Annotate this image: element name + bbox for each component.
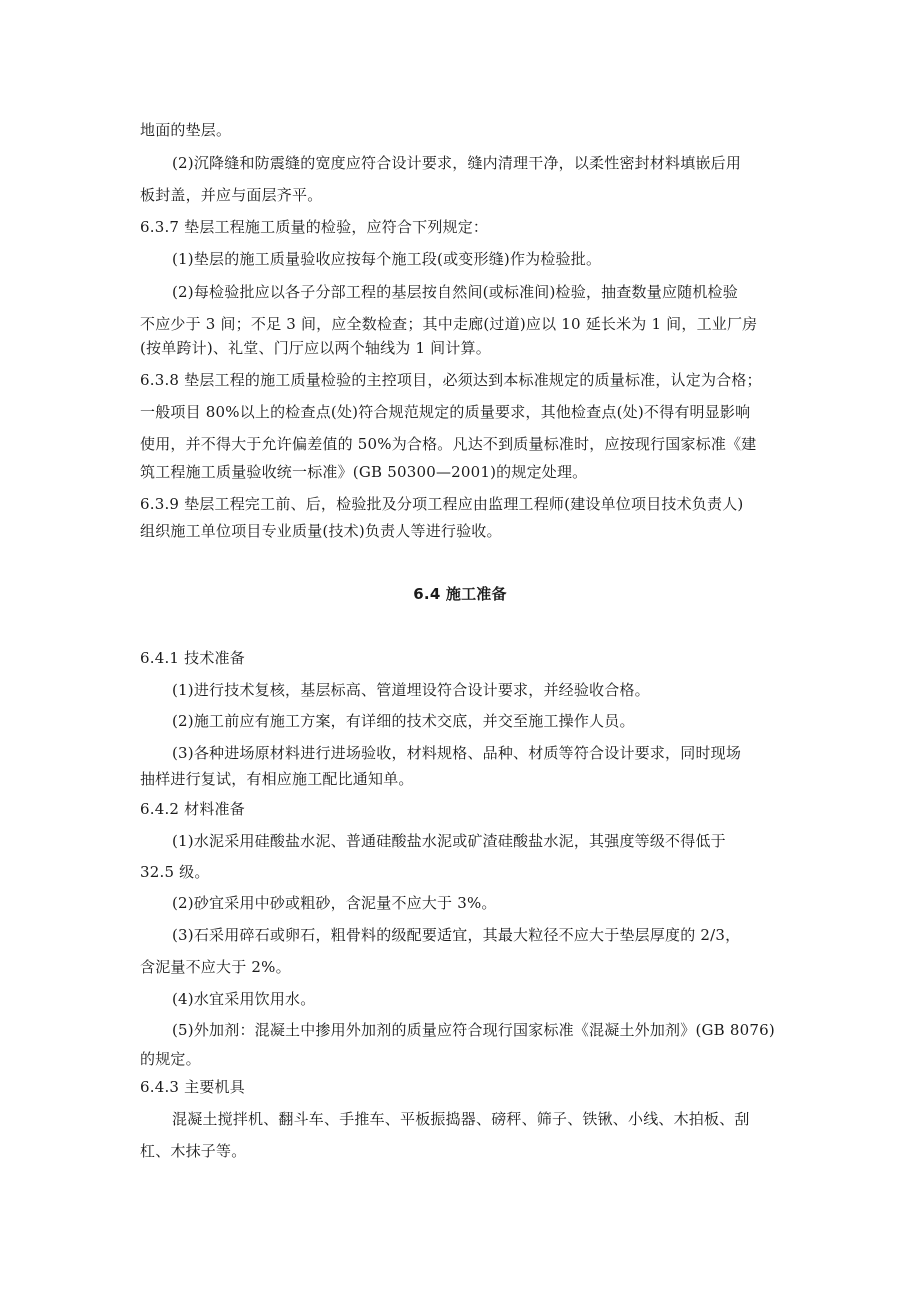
paragraph-line: 含泥量不应大于 2%。 [140,958,291,976]
paragraph-line: 的规定。 [140,1050,201,1068]
paragraph-line: (1)水泥采用硅酸盐水泥、普通硅酸盐水泥或矿渣硅酸盐水泥，其强度等级不得低于 [172,832,726,850]
paragraph-line: (2)施工前应有施工方案，有详细的技术交底，并交至施工操作人员。 [172,712,635,730]
paragraph-line: 筑工程施工质量验收统一标准》(GB 50300—2001)的规定处理。 [140,463,588,481]
subsection-title: 6.4.2 材料准备 [140,800,245,818]
paragraph-line: (按单跨计)、礼堂、门厅应以两个轴线为 1 间计算。 [140,339,491,357]
subsection-title: 6.4.3 主要机具 [140,1078,245,1096]
paragraph-line: (3)石采用碎石或卵石，粗骨料的级配要适宜，其最大粒径不应大于垫层厚度的 2/3， [172,926,741,944]
section-title: 6.3.9 垫层工程完工前、后，检验批及分项工程应由监理工程师(建设单位项目技术负责人) [140,495,744,513]
paragraph-line: (3)各种进场原材料进行进场验收，材料规格、品种、材质等符合设计要求，同时现场 [172,744,742,762]
paragraph-line: 32.5 级。 [140,863,210,881]
paragraph-line: (2)沉降缝和防震缝的宽度应符合设计要求，缝内清理干净，以柔性密封材料填嵌后用 [172,154,742,172]
paragraph-line: (2)每检验批应以各子分部工程的基层按自然间(或标准间)检验，抽查数量应随机检验 [172,283,738,301]
section-title: 6.3.7 垫层工程施工质量的检验，应符合下列规定： [140,218,489,236]
paragraph-line: 混凝土搅拌机、翻斗车、手推车、平板振捣器、磅秤、筛子、铁锹、小线、木拍板、刮 [172,1110,750,1128]
paragraph-line: 板封盖，并应与面层齐平。 [140,186,323,204]
paragraph-line: 杠、木抹子等。 [140,1142,247,1160]
paragraph-line: 使用，并不得大于允许偏差值的 50%为合格。凡达不到质量标准时，应按现行国家标准《建 [140,435,757,453]
paragraph-line: (1)垫层的施工质量验收应按每个施工段(或变形缝)作为检验批。 [172,250,602,268]
paragraph-line: 不应少于 3 间；不足 3 间，应全数检查；其中走廊(过道)应以 10 延长米为 1 间，工业厂房 [140,315,758,333]
paragraph-line: 组织施工单位项目专业质量(技术)负责人等进行验收。 [140,522,502,540]
section-heading: 6.4 施工准备 [413,585,507,603]
paragraph-line: (1)进行技术复核，基层标高、管道埋设符合设计要求，并经验收合格。 [172,681,650,699]
subsection-title: 6.4.1 技术准备 [140,649,245,667]
paragraph-line: 一般项目 80%以上的检查点(处)符合规范规定的质量要求，其他检查点(处)不得有明显影响 [140,403,751,421]
paragraph-line: (4)水宜采用饮用水。 [172,990,316,1008]
paragraph-line: 抽样进行复试，有相应施工配比通知单。 [140,770,414,788]
paragraph-line: 地面的垫层。 [140,121,232,139]
paragraph-line: (2)砂宜采用中砂或粗砂，含泥量不应大于 3%。 [172,894,497,912]
section-title: 6.3.8 垫层工程的施工质量检验的主控项目，必须达到本标准规定的质量标准，认定为合格； [140,371,762,389]
paragraph-line: (5)外加剂：混凝土中掺用外加剂的质量应符合现行国家标准《混凝土外加剂》(GB 8076) [172,1021,775,1039]
